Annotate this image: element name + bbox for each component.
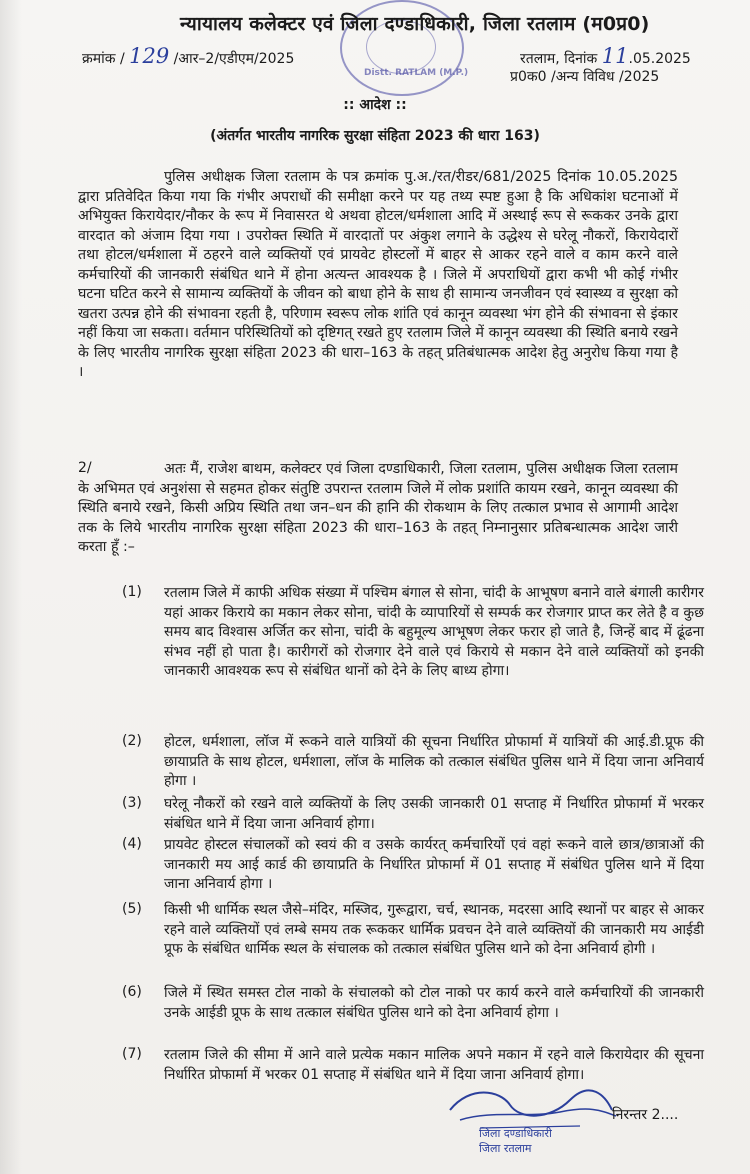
paragraph-2: अतः मैं, राजेश बाथम, कलेक्टर एवं जिला दण्डाधिकारी, जिला रतलाम, पुलिस अधीक्षक जिला रतलाम के अभिमत एवं अनुशंसा से सहमत होकर संतुष्टि उपरान्त रतलाम जिले में लोक प्रशांति कायम रखने, कानून व्यवस्था की स्थिति बनाये रखने, किसी अप्रिय स्थिति तथा जन–धन की हानि की रोकथाम के लिए तत्काल प्रभाव से आगामी आदेश तक के लिये भारतीय नागरिक सुरक्षा संहिता 2023 की धारा–163 के तहत् निम्नानुसार प्रतिबन्धात्मक आदेश जारी करता हूँ :–	[78, 461, 678, 555]
item-number: (7)	[122, 1046, 142, 1062]
item-number: (3)	[122, 795, 142, 811]
item-text: जिले में स्थित समस्त टोल नाको के संचालको को टोल नाको पर कार्य करने वाले कर्मचारियों की जानकारी उनके आईडी प्रूफ के साथ तत्काल संबंधित पुलिस थाने को देना अनिवार्य होगा ।	[164, 985, 704, 1021]
place-date-label: रतलाम, दिनांक	[520, 51, 598, 67]
kramank-line	[82, 44, 294, 68]
kramank-suffix: /आर–2/एडीएम/2025	[173, 51, 295, 67]
signature-label-text: जिला दण्डाधिकारी	[479, 1127, 552, 1140]
item-text: रतलाम जिले की सीमा में आने वाले प्रत्येक मकान मालिक अपने मकान में रहने वाले किरायेदार की सूचना निर्धारित प्रोफार्मा में भरकर 01 सप्ताह में संबंधित थाने में दिया जाना अनिवार्य होगा।	[164, 1047, 704, 1083]
date-handwritten: 11	[601, 44, 629, 68]
place-date-line	[520, 44, 691, 68]
item-text: घरेलू नौकरों को रखने वाले व्यक्तियों के लिए उसकी जानकारी 01 सप्ताह में निर्धारित प्रोफार्मा में भरकर संबंधित थाने में दिया जाना अनिवार्य होगा।	[164, 796, 704, 832]
paragraph-1: पुलिस अधीक्षक जिला रतलाम के पत्र क्रमांक पु.अ./रत/रीडर/681/2025 दिनांक 10.05.2025 द्वारा प्रतिवेदित किया गया कि गंभीर अपराधों की समीक्षा करने पर यह तथ्य स्पष्ट हुआ है कि अधिकांश घटनाओं में अभियुक्त किरायेदार/नौकर के रूप में निवासरत थे अथवा होटल/धर्मशाला आदि में अस्थाई रूप से रूककर उनके द्वारा वारदात को अंजाम दिया गया । उपरोक्त स्थिति में वारदातों पर अंकुश लगाने के उद्धेश्य से घरेलू नौकरों, किरायेदारों तथा होटल/धर्मशाला में ठहरने वाले व्यक्तियों एवं प्रायवेट होस्टलों में बाहर से आकर रहने वाले व काम करने वाले कर्मचारियों की जानकारी संबंधित थाने में होना अत्यन्त आवश्यक है । जिले में अपराधियों द्वारा कभी भी कोई गंभीर घटना घटित करने से सामान्य व्यक्तियों के जीवन को बाधा होने के साथ ही सामान्य जनजीवन एवं स्वास्थ्य व सुरक्षा को खतरा उत्पन्न होने की संभावना रहती है, परिणाम स्वरूप लोक शांति एवं कानून व्यवस्था भंग होने की संभावना से इंकार नहीं किया जा सकता। वर्तमान परिस्थितियों को दृष्टिगत् रखते हुए रतलाम जिले में कानून व्यवस्था की स्थिति बनाये रखने के लिए भारतीय नागरिक सुरक्षा संहिता 2023 की धारा–163 के तहत् प्रतिबंधात्मक आदेश हेतु अनुरोध किया गया है ।	[78, 169, 678, 380]
date-rest: .05.2025	[628, 51, 691, 67]
item-text: प्रायवेट होस्टल संचालकों को स्वयं की व उसके कार्यरत् कर्मचारियों एवं वहां रूकने वाले छात्र/छात्राओं की जानकारी मय आई कार्ड की छायाप्रति के निर्धारित प्रोफार्मा में 01 सप्ताह में संबंधित पुलिस थाने में दिया जाना अनिवार्य होगा ।	[164, 837, 704, 892]
item-number: (1)	[122, 584, 142, 600]
item-text: रतलाम जिले में काफी अधिक संख्या में पश्चिम बंगाल से सोना, चांदी के आभूषण बनाने वाले बंगाली कारीगर यहां आकर किराये का मकान लेकर सोना, चांदी के व्यापारियों से सम्पर्क कर रोजगार प्राप्त कर लेते है व कुछ समय बाद विश्वास अर्जित कर सोना, चांदी के बहुमूल्य आभूषण लेकर फरार हो जाते है, जिन्हें बाद में ढूंढना संभव नहीं हो पाता है। कारीगरों को रोजगार देने वाले एवं किराये से मकान देने वाले व्यक्तियों को इनकी जानकारी आवश्यक रूप से संबंधित थानों को देने के लिए बाध्य होगा।	[164, 585, 704, 679]
signature-label	[479, 1126, 552, 1156]
seal-text: Distt. RATLAM (M.P.)	[364, 68, 469, 78]
kramank-prefix: क्रमांक /	[82, 51, 125, 67]
item-number: (5)	[122, 901, 142, 917]
item-text: किसी भी धार्मिक स्थल जैसे–मंदिर, मस्जिद, गुरूद्वारा, चर्च, स्थानक, मदरसा आदि स्थानों पर बाहर से आकर रहने वाले व्यक्तियों एवं लम्बे समय तक रूककर धार्मिक प्रवचन देने वाले व्यक्तियों की जानकारी मय आईडी प्रूफ के संबंधित धार्मिक स्थल के संचालक को तत्काल संबंधित पुलिस थाने को देना अनिवार्य होगी ।	[164, 902, 704, 957]
order-title: :: आदेश ::	[343, 97, 407, 113]
case-reference: प्र0क0 /अन्य विविध /2025	[510, 69, 660, 85]
kramank-number-handwritten: 129	[129, 44, 170, 68]
item-number: (4)	[122, 836, 142, 852]
page-edge-shadow	[0, 0, 22, 1174]
item-text: होटल, धर्मशाला, लॉज में रूकने वाले यात्रियों की सूचना निर्धारित प्रोफार्मा में यात्रियों की आई.डी.प्रूफ की छायाप्रति के साथ होटल, धर्मशाला, लॉज के मालिक को तत्काल संबंधित पुलिस थाने में दिया जाना अनिवार्य होगा ।	[164, 734, 704, 789]
continued-note: निरन्तर 2....	[612, 1107, 679, 1123]
item-number: (2)	[122, 733, 142, 749]
paragraph-2-number: 2/	[78, 460, 92, 476]
item-number: (6)	[122, 984, 142, 1000]
order-subtitle: (अंतर्गत भारतीय नागरिक सुरक्षा संहिता 2023 की धारा 163)	[210, 128, 540, 144]
office-title: न्यायालय कलेक्टर एवं जिला दण्डाधिकारी, जिला रतलाम (म0प्र0)	[180, 13, 650, 35]
signature-sub-text: जिला रतलाम	[479, 1142, 532, 1155]
